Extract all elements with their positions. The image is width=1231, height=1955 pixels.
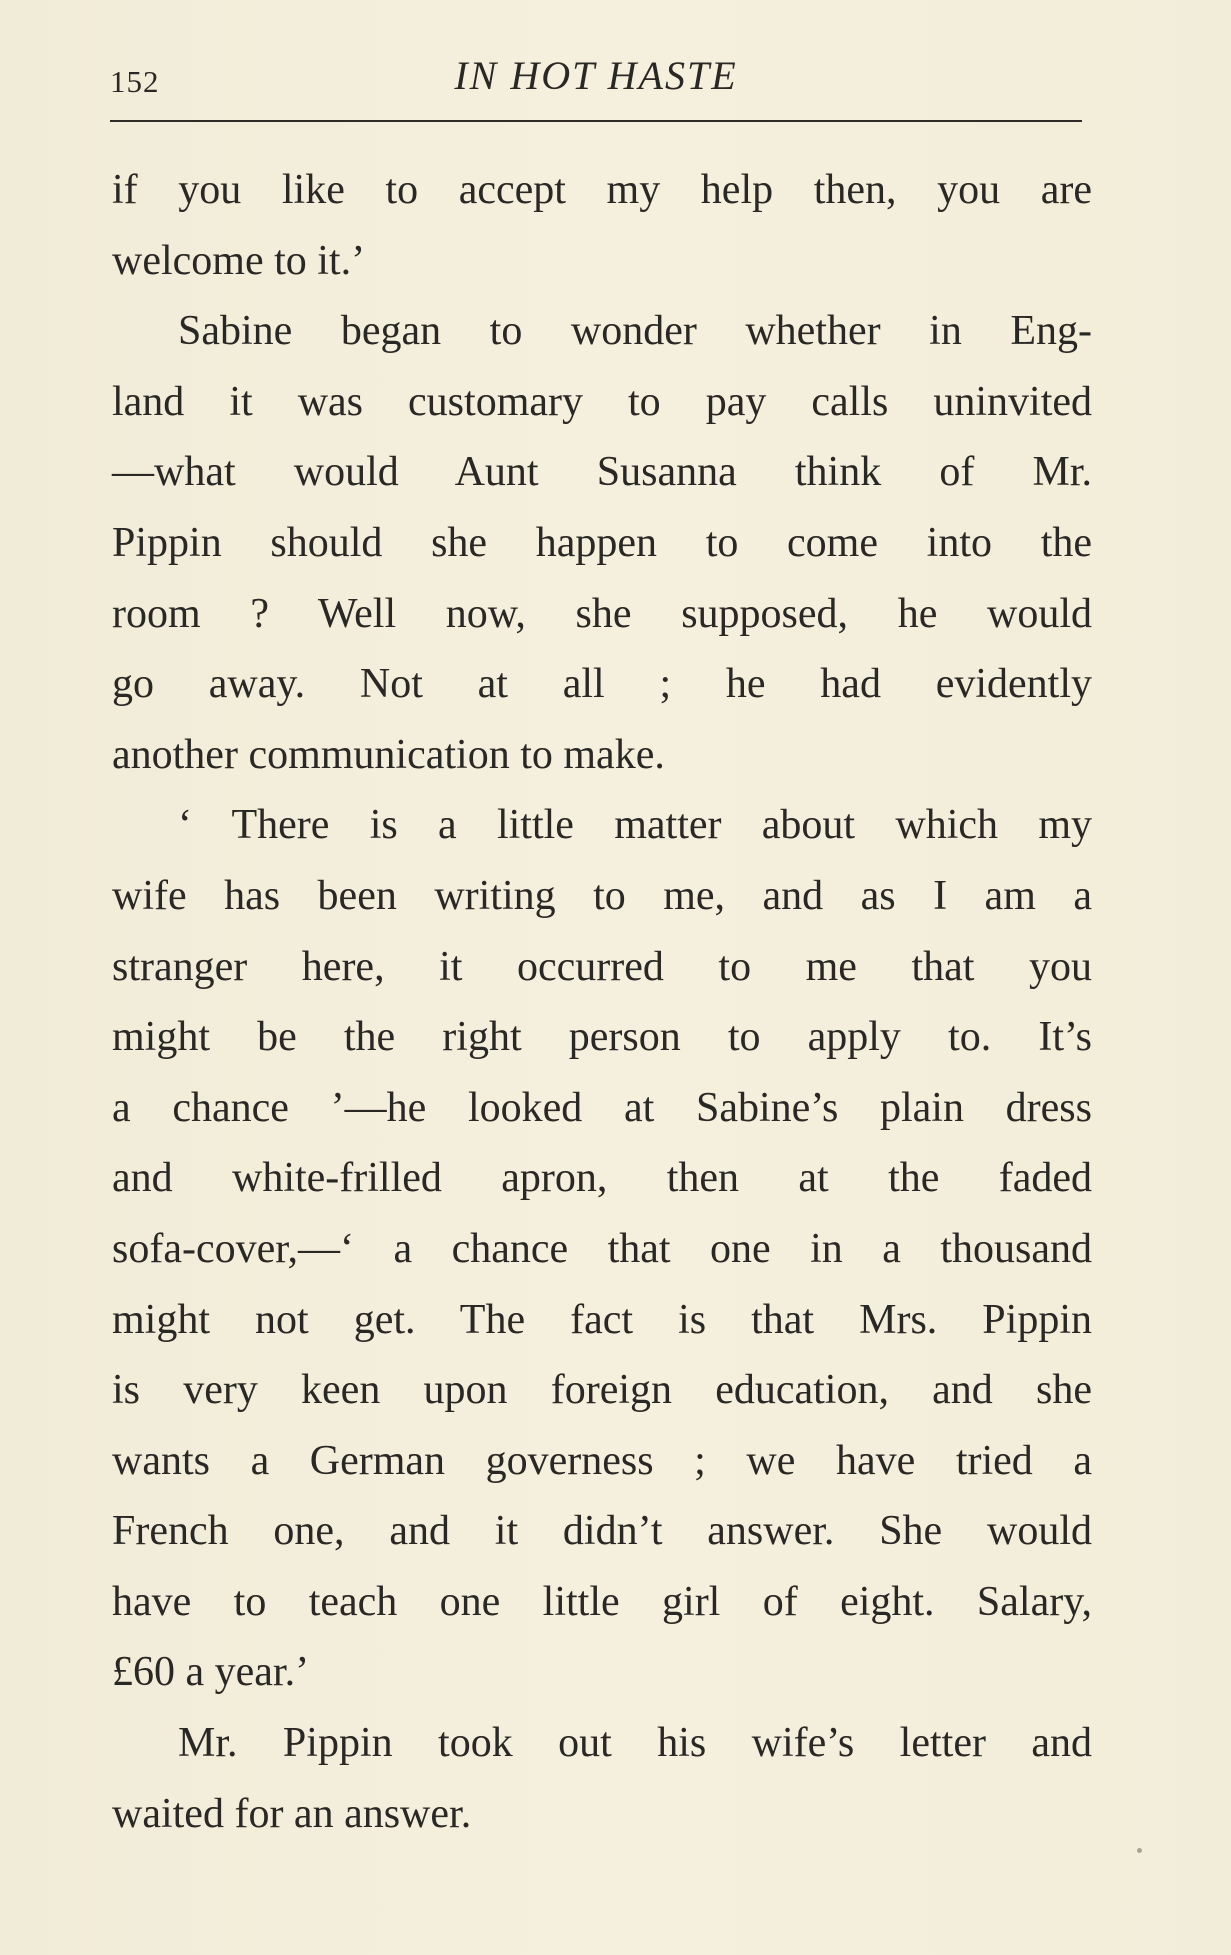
text-line: if you like to accept my help then, you are [112, 167, 1092, 213]
text-line: wants a German governess ; we have tried a [112, 1437, 1092, 1484]
text-line: land it was customary to pay calls uninvited [112, 378, 1092, 425]
text-line: waited for an answer. [112, 1790, 472, 1837]
text-line: a chance ’—he looked at Sabine’s plain dress [112, 1084, 1092, 1131]
text-line: stranger here, it occurred to me that you [112, 943, 1092, 990]
text-line: is very keen upon foreign education, and she [112, 1367, 1092, 1414]
text-line: and white-frilled apron, then at the faded [112, 1155, 1092, 1202]
text-line: £60 a year.’ [112, 1649, 310, 1696]
text-line: another communication to make. [112, 731, 665, 778]
text-line: ‘ There is a little matter about which my [178, 802, 1092, 849]
text-line: French one, and it didn’t answer. She would [112, 1508, 1092, 1555]
text-line: sofa-cover,—‘ a chance that one in a thousand [112, 1225, 1092, 1272]
text-line: —what would Aunt Susanna think of Mr. [112, 449, 1092, 496]
text-line: Sabine began to wonder whether in Eng- [178, 308, 1092, 355]
text-line: Mr. Pippin took out his wife’s letter and [178, 1720, 1092, 1767]
text-line: Pippin should she happen to come into the [112, 519, 1092, 566]
header-rule [110, 120, 1082, 122]
text-line: have to teach one little girl of eight. Salary, [112, 1578, 1092, 1625]
body-text [112, 155, 1092, 1849]
text-line: might not get. The fact is that Mrs. Pippin [112, 1296, 1092, 1343]
text-line: might be the right person to apply to. It’s [112, 1014, 1092, 1061]
running-title: IN HOT HASTE [454, 53, 738, 98]
text-line: go away. Not at all ; he had evidently [112, 661, 1092, 708]
paper-speck [1137, 1848, 1142, 1853]
page-header [110, 52, 1082, 112]
page-number: 152 [110, 64, 160, 99]
text-line: welcome to it.’ [112, 237, 366, 284]
text-line: wife has been writing to me, and as I am a [112, 872, 1092, 919]
text-line: room ? Well now, she supposed, he would [112, 590, 1092, 637]
